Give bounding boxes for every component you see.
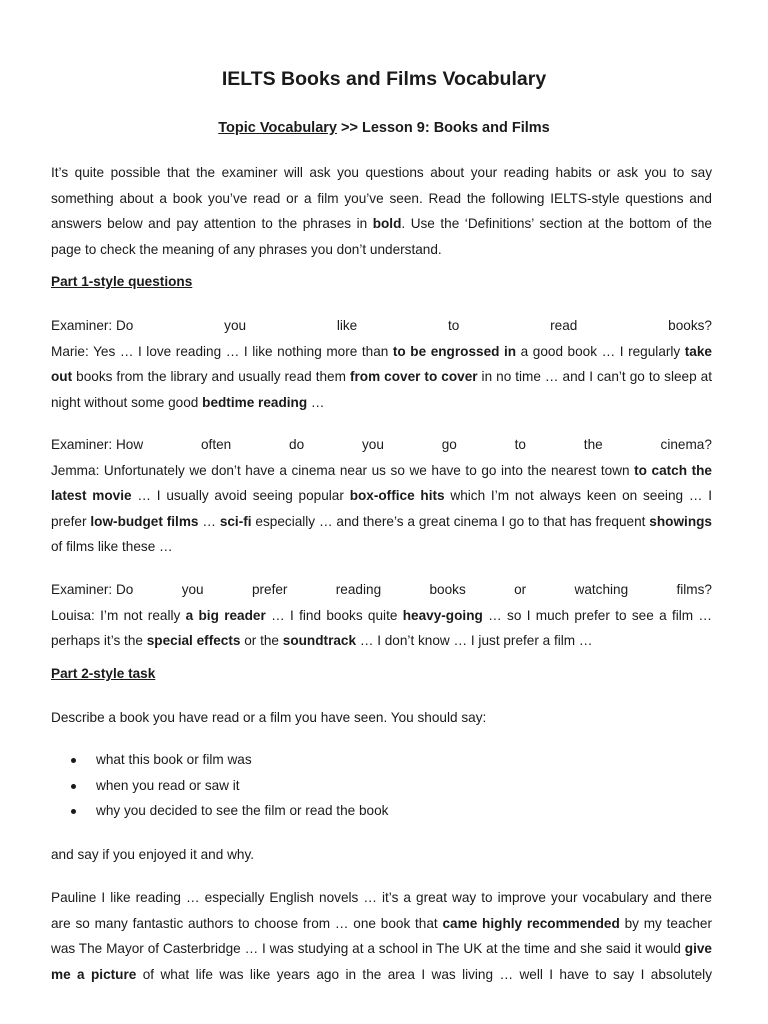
- task-intro: Describe a book you have read or a film you have seen. You should say:: [51, 710, 487, 725]
- answer-text: …: [198, 513, 220, 529]
- bullet-icon: [71, 758, 76, 763]
- answer-text: Jemma: Unfortunately we don’t have a cinema near us so we have to go into the nearest town: [51, 462, 635, 478]
- question-2: [51, 432, 712, 458]
- question-word: books?: [668, 318, 712, 333]
- question-word: Examiner: Do: [51, 318, 134, 333]
- answer-bold: to be engrossed in: [392, 343, 517, 359]
- answer-text: especially … and there’s a great cinema I go to that has frequent: [251, 513, 650, 529]
- answer-bold: special effects: [146, 633, 241, 648]
- answer-text: Louisa: I’m not really: [51, 607, 186, 623]
- answer-1: [51, 339, 712, 416]
- answer-bold: heavy-going: [402, 607, 483, 623]
- question-word: the: [583, 437, 603, 452]
- part1-heading: Part 1-style questions: [51, 274, 193, 289]
- question-word: often: [200, 437, 232, 452]
- topic-vocabulary-link[interactable]: Topic Vocabulary: [218, 120, 337, 136]
- question-word: do: [289, 437, 305, 452]
- question-3: [51, 577, 712, 603]
- intro-text: It’s quite possible that the examiner will ask you questions about your reading habits or ask you to say something about a book you’ve read or a film you’ve seen. Read the following IELTS-style questions and answers below and pay attention to the phrases in: [51, 165, 712, 231]
- question-word: or: [514, 582, 527, 597]
- answer-text: books from the library and usually read them: [72, 369, 350, 384]
- question-word: reading: [335, 582, 382, 597]
- answer-text: Pauline I like reading … especially English novels … it’s a great way to improve your vocabulary and there are so many fantastic authors to choose from … one book that: [51, 890, 712, 931]
- answer-text: which I’m not always keen on seeing … I prefer: [51, 488, 713, 529]
- bullet-text: when you read or saw it: [96, 777, 240, 793]
- bullet-text: why you decided to see the film or read the book: [96, 803, 389, 818]
- question-word: you: [361, 437, 384, 452]
- list-item: [51, 747, 712, 773]
- question-block-1: [51, 313, 712, 415]
- question-word: like: [336, 318, 358, 333]
- list-item: [51, 773, 712, 799]
- question-block-2: [51, 432, 712, 560]
- answer-bold: came highly recommended: [442, 915, 620, 931]
- intro-bold: bold: [372, 216, 402, 231]
- answer-text: …: [307, 394, 325, 410]
- answer-text: … I find books quite: [265, 607, 403, 623]
- answer-bold: from cover to cover: [349, 369, 478, 384]
- lesson-label: >> Lesson 9: Books and Films: [336, 120, 550, 136]
- question-word: Examiner: How: [51, 437, 144, 452]
- answer-bold: take out: [51, 343, 712, 384]
- question-word: to: [448, 318, 460, 333]
- answer-bold: low-budget films: [90, 513, 199, 529]
- answer-text: of what life was like years ago in the area I was living … well I have to say I absolutely: [136, 966, 712, 982]
- answer-text: … I usually avoid seeing popular: [131, 488, 350, 503]
- answer-bold: to catch the latest movie: [51, 462, 712, 503]
- list-item: [51, 798, 712, 824]
- question-word: books: [429, 582, 466, 597]
- question-word: you: [224, 318, 247, 333]
- question-word: prefer: [251, 582, 288, 597]
- answer-text: of films like these …: [51, 539, 173, 554]
- task-bullet-list: [51, 747, 712, 824]
- answer-text: … so I much prefer to see a film … perhaps it’s the: [51, 607, 713, 648]
- answer-2: [51, 458, 712, 560]
- pauline-answer: [51, 885, 712, 987]
- task-outro: and say if you enjoyed it and why.: [51, 847, 255, 862]
- answer-bold: showings: [649, 513, 712, 529]
- answer-3: [51, 603, 712, 654]
- answer-text: Marie: Yes … I love reading … I like nothing more than: [51, 343, 393, 359]
- question-word: go: [441, 437, 457, 452]
- question-1: [51, 313, 712, 339]
- question-word: to: [514, 437, 526, 452]
- question-word: cinema?: [660, 437, 712, 452]
- answer-bold: soundtrack: [282, 633, 357, 648]
- answer-bold: box-office hits: [349, 488, 445, 503]
- question-block-3: [51, 577, 712, 654]
- page-title: IELTS Books and Films Vocabulary: [221, 68, 547, 90]
- answer-text: … I don’t know … I just prefer a film …: [356, 633, 593, 648]
- intro-text-2: . Use the ‘Definitions’ section at the bottom of the page to check the meaning of any phrases you don’t understand.: [51, 216, 712, 257]
- lesson-subtitle: [0, 120, 768, 136]
- part2-heading: Part 2-style task: [51, 666, 156, 681]
- bullet-icon: [71, 809, 76, 814]
- intro-paragraph: [51, 160, 712, 262]
- answer-text: in no time … and I can’t go to sleep at night without some good: [51, 369, 712, 410]
- answer-bold: sci-fi: [219, 513, 252, 529]
- answer-text: or the: [240, 633, 283, 648]
- question-word: you: [181, 582, 204, 597]
- question-word: Examiner: Do: [51, 582, 134, 597]
- answer-text: by my teacher was The Mayor of Casterbridge … I was studying at a school in The UK at the time and she said it would: [51, 915, 712, 956]
- answer-bold: bedtime reading: [202, 394, 308, 410]
- answer-bold: a big reader: [185, 607, 266, 623]
- question-word: films?: [676, 582, 712, 597]
- question-word: read: [550, 318, 578, 333]
- answer-text: a good book … I regularly: [516, 343, 685, 359]
- bullet-icon: [71, 784, 76, 789]
- answer-bold: give me a picture: [51, 941, 712, 982]
- bullet-text: what this book or film was: [96, 752, 252, 767]
- question-word: watching: [574, 582, 629, 597]
